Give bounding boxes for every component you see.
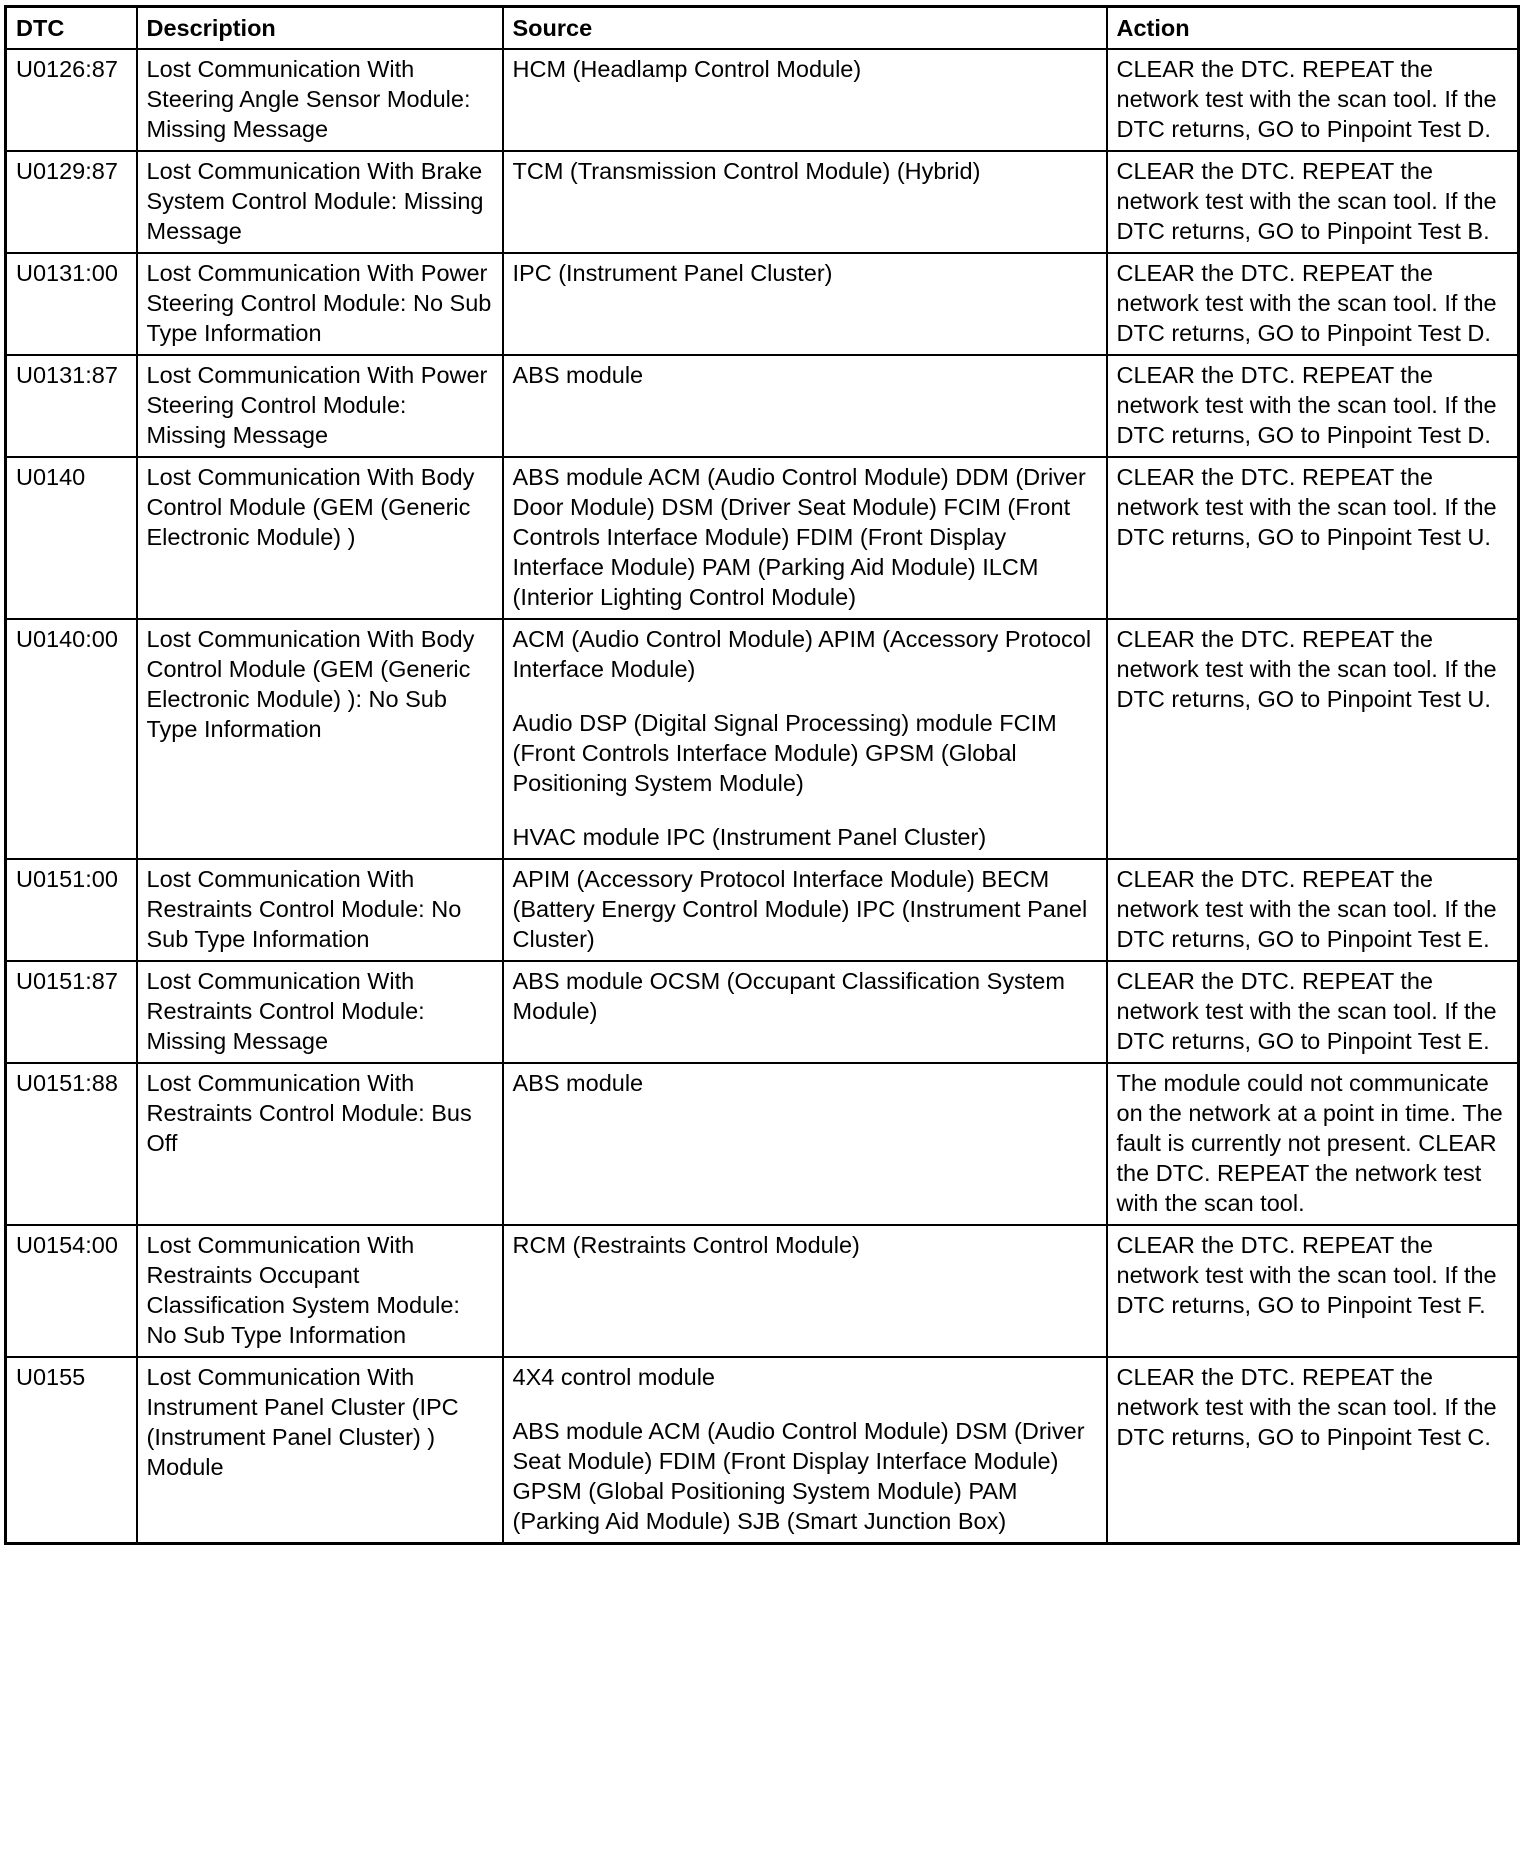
description-cell: Lost Communication With Power Steering Control Module: Missing Message: [137, 355, 503, 457]
description-cell: Lost Communication With Restraints Control Module: Missing Message: [137, 961, 503, 1063]
table-row: [6, 859, 1519, 961]
description-cell: Lost Communication With Restraints Control Module: No Sub Type Information: [137, 859, 503, 961]
source-paragraph: TCM (Transmission Control Module) (Hybrid): [512, 158, 981, 184]
dtc-code-cell: U0151:87: [6, 961, 137, 1063]
action-cell: The module could not communicate on the network at a point in time. The fault is currently not present. CLEAR the DTC. REPEAT the network test with the scan tool.: [1107, 1063, 1519, 1225]
dtc-code-cell: U0126:87: [6, 49, 137, 151]
source-cell: [503, 1063, 1107, 1225]
source-paragraph: ABS module: [512, 1070, 644, 1096]
description-cell: Lost Communication With Body Control Module (GEM (Generic Electronic Module) ): No Sub Type Information: [137, 619, 503, 859]
source-paragraph: APIM (Accessory Protocol Interface Module) BECM (Battery Energy Control Module) IPC (Instrument Panel Cluster): [512, 866, 1088, 952]
source-cell: [503, 49, 1107, 151]
table-row: [6, 619, 1519, 859]
dtc-code-cell: U0151:88: [6, 1063, 137, 1225]
action-cell: CLEAR the DTC. REPEAT the network test with the scan tool. If the DTC returns, GO to Pinpoint Test D.: [1107, 253, 1519, 355]
source-paragraph: HVAC module IPC (Instrument Panel Cluster): [512, 824, 987, 850]
dtc-code-cell: U0131:00: [6, 253, 137, 355]
header-description: Description: [137, 7, 503, 50]
source-cell: [503, 457, 1107, 619]
description-cell: Lost Communication With Instrument Panel Cluster (IPC (Instrument Panel Cluster) ) Module: [137, 1357, 503, 1544]
dtc-table: [4, 5, 1520, 1545]
action-cell: CLEAR the DTC. REPEAT the network test with the scan tool. If the DTC returns, GO to Pinpoint Test D.: [1107, 49, 1519, 151]
action-cell: CLEAR the DTC. REPEAT the network test with the scan tool. If the DTC returns, GO to Pinpoint Test D.: [1107, 355, 1519, 457]
source-cell: [503, 859, 1107, 961]
table-row: [6, 1357, 1519, 1544]
source-paragraph: Audio DSP (Digital Signal Processing) module FCIM (Front Controls Interface Module) GPSM (Global Positioning System Module): [512, 710, 1057, 796]
action-cell: CLEAR the DTC. REPEAT the network test with the scan tool. If the DTC returns, GO to Pinpoint Test E.: [1107, 859, 1519, 961]
header-dtc: DTC: [6, 7, 137, 50]
dtc-code-cell: U0129:87: [6, 151, 137, 253]
description-cell: Lost Communication With Steering Angle Sensor Module: Missing Message: [137, 49, 503, 151]
description-cell: Lost Communication With Restraints Control Module: Bus Off: [137, 1063, 503, 1225]
dtc-code-cell: U0154:00: [6, 1225, 137, 1357]
description-cell: Lost Communication With Power Steering Control Module: No Sub Type Information: [137, 253, 503, 355]
action-cell: CLEAR the DTC. REPEAT the network test with the scan tool. If the DTC returns, GO to Pinpoint Test B.: [1107, 151, 1519, 253]
action-cell: CLEAR the DTC. REPEAT the network test with the scan tool. If the DTC returns, GO to Pinpoint Test C.: [1107, 1357, 1519, 1544]
dtc-code-cell: U0155: [6, 1357, 137, 1544]
source-cell: [503, 961, 1107, 1063]
table-row: [6, 1225, 1519, 1357]
source-cell: [503, 253, 1107, 355]
source-cell: [503, 355, 1107, 457]
source-paragraph: 4X4 control module: [512, 1364, 715, 1390]
source-paragraph: HCM (Headlamp Control Module): [512, 56, 862, 82]
table-row: [6, 49, 1519, 151]
action-cell: CLEAR the DTC. REPEAT the network test with the scan tool. If the DTC returns, GO to Pinpoint Test F.: [1107, 1225, 1519, 1357]
table-row: [6, 457, 1519, 619]
source-paragraph: RCM (Restraints Control Module): [512, 1232, 860, 1258]
table-body: [6, 49, 1519, 1544]
source-paragraph: ACM (Audio Control Module) APIM (Accessory Protocol Interface Module): [512, 626, 1092, 682]
source-cell: [503, 619, 1107, 859]
table-header-row: [6, 7, 1519, 50]
header-action: Action: [1107, 7, 1519, 50]
source-paragraph: ABS module: [512, 362, 644, 388]
description-cell: Lost Communication With Restraints Occupant Classification System Module: No Sub Type Information: [137, 1225, 503, 1357]
dtc-code-cell: U0140: [6, 457, 137, 619]
table-row: [6, 253, 1519, 355]
source-paragraph: ABS module ACM (Audio Control Module) DDM (Driver Door Module) DSM (Driver Seat Module) FCIM (Front Controls Interface Module) FDIM (Front Display Interface Module) PAM (Parking Aid Module) ILCM (Interior Lighting Control Module): [512, 464, 1086, 610]
source-paragraph: ABS module OCSM (Occupant Classification System Module): [512, 968, 1065, 1024]
dtc-code-cell: U0140:00: [6, 619, 137, 859]
action-cell: CLEAR the DTC. REPEAT the network test with the scan tool. If the DTC returns, GO to Pinpoint Test U.: [1107, 619, 1519, 859]
dtc-code-cell: U0151:00: [6, 859, 137, 961]
source-paragraph: ABS module ACM (Audio Control Module) DSM (Driver Seat Module) FDIM (Front Display Interface Module) GPSM (Global Positioning System Module) PAM (Parking Aid Module) SJB (Smart Junction Box): [512, 1418, 1085, 1534]
description-cell: Lost Communication With Brake System Control Module: Missing Message: [137, 151, 503, 253]
table-row: [6, 1063, 1519, 1225]
description-cell: Lost Communication With Body Control Module (GEM (Generic Electronic Module) ): [137, 457, 503, 619]
dtc-code-cell: U0131:87: [6, 355, 137, 457]
source-cell: [503, 151, 1107, 253]
source-cell: [503, 1357, 1107, 1544]
table-row: [6, 151, 1519, 253]
action-cell: CLEAR the DTC. REPEAT the network test with the scan tool. If the DTC returns, GO to Pinpoint Test E.: [1107, 961, 1519, 1063]
action-cell: CLEAR the DTC. REPEAT the network test with the scan tool. If the DTC returns, GO to Pinpoint Test U.: [1107, 457, 1519, 619]
header-source: Source: [503, 7, 1107, 50]
source-paragraph: IPC (Instrument Panel Cluster): [512, 260, 833, 286]
table-row: [6, 355, 1519, 457]
table-row: [6, 961, 1519, 1063]
source-cell: [503, 1225, 1107, 1357]
